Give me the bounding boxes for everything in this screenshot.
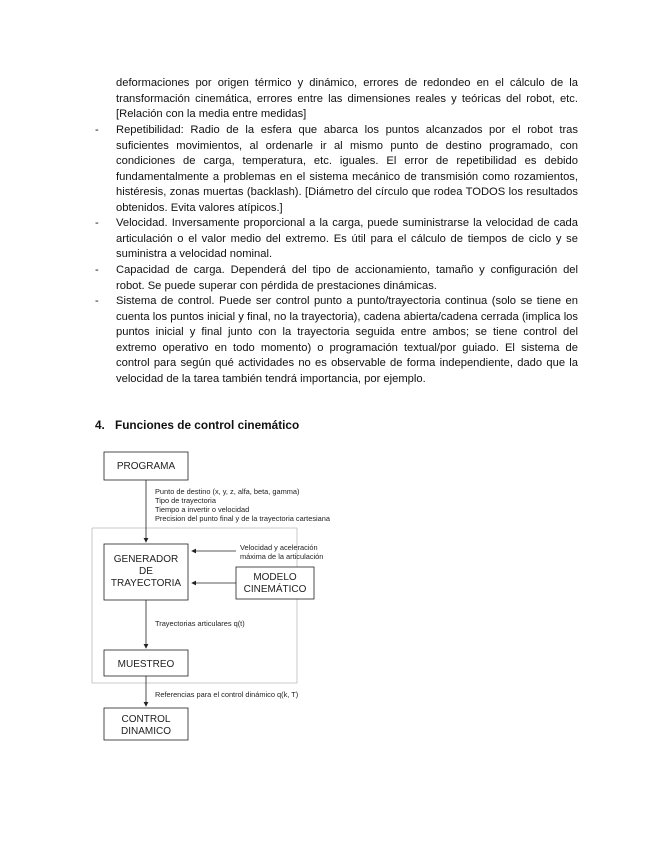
input-label-tiempo: Tiempo a invertir o velocidad <box>155 505 250 514</box>
trayectorias-label: Trayectorias articulares q(t) <box>155 619 245 628</box>
bullet-velocidad: Velocidad. Inversamente proporcional a la carga, puede suministrarse la velocidad de cada articulación o el valor medio del extremo. Es útil para el cálculo de tiempos de ciclo y se suministra a velocidad nominal. <box>116 217 578 261</box>
bullet-sistema-control: Sistema de control. Puede ser control punto a punto/trayectoria continua (solo se tiene en cuenta los puntos inicial y final, no la trayectoria), cadena abierta/cadena cerrada (implica los puntos inicial y final junto con la trayectoria seguida entre ambos; se tiene control del extremo operativo en todo momento) o programación textual/por guiado. El sistema de control para según qué actividades no es observable de forma independiente, dado que la velocidad de la tarea también tendrá importancia, por ejemplo. <box>116 295 578 385</box>
input-label-precision: Precision del punto final y de la trayectoria cartesiana <box>155 514 331 523</box>
muestreo-label: MUESTREO <box>117 659 175 670</box>
control-label-1: CONTROL <box>121 714 171 725</box>
input-label-destino: Punto de destino (x, y, z, alfa, beta, gamma) <box>155 487 300 496</box>
generador-label-1: GENERADOR <box>113 554 179 565</box>
bullet-dash: - <box>95 124 99 136</box>
bullet-capacidad: Capacidad de carga. Dependerá del tipo de accionamiento, tamaño y configuración del robot. Se puede superar con pérdida de prestaciones dinámicas. <box>116 264 578 292</box>
control-label-2: DINAMICO <box>121 726 171 737</box>
generador-label-2: DE <box>139 566 153 577</box>
intro-paragraph: deformaciones por origen térmico y dinámico, errores de redondeo en el cálculo de la transformación cinemática, errores entre las dimensiones reales y teóricas del robot, etc. [Relación con la media entre medidas] <box>116 77 578 121</box>
bullet-dash: - <box>95 295 99 307</box>
section-title: Funciones de control cinemático <box>115 418 300 432</box>
velocidad-label-2: máxima de la articulación <box>240 552 324 561</box>
section-number: 4. <box>95 418 105 432</box>
bullet-dash: - <box>95 264 99 276</box>
input-label-tipo: Tipo de trayectoria <box>155 496 216 505</box>
modelo-label-1: MODELO <box>253 572 297 583</box>
programa-label: PROGRAMA <box>116 461 176 472</box>
bullet-dash: - <box>95 217 99 229</box>
referencias-label: Referencias para el control dinámico q(k, T) <box>155 690 299 699</box>
generador-label-3: TRAYECTORIA <box>110 578 182 589</box>
bullet-repetibilidad: Repetibilidad: Radio de la esfera que abarca los puntos alcanzados por el robot tras suficientes movimientos, al ordenarle ir al mismo punto de destino programado, con condiciones de carga, temperatura, etc. iguales. El error de repetibilidad es debido fundamentalmente a problemas en el sistema mecánico de transmisión como rozamientos, histéresis, zonas muertas (backlash). [Diámetro del círculo que rodea TODOS los resultados obtenidos. Evita valores atípicos.] <box>116 124 578 214</box>
modelo-label-2: CINEMÁTICO <box>243 584 307 595</box>
velocidad-label-1: Velocidad y aceleración <box>240 543 318 552</box>
